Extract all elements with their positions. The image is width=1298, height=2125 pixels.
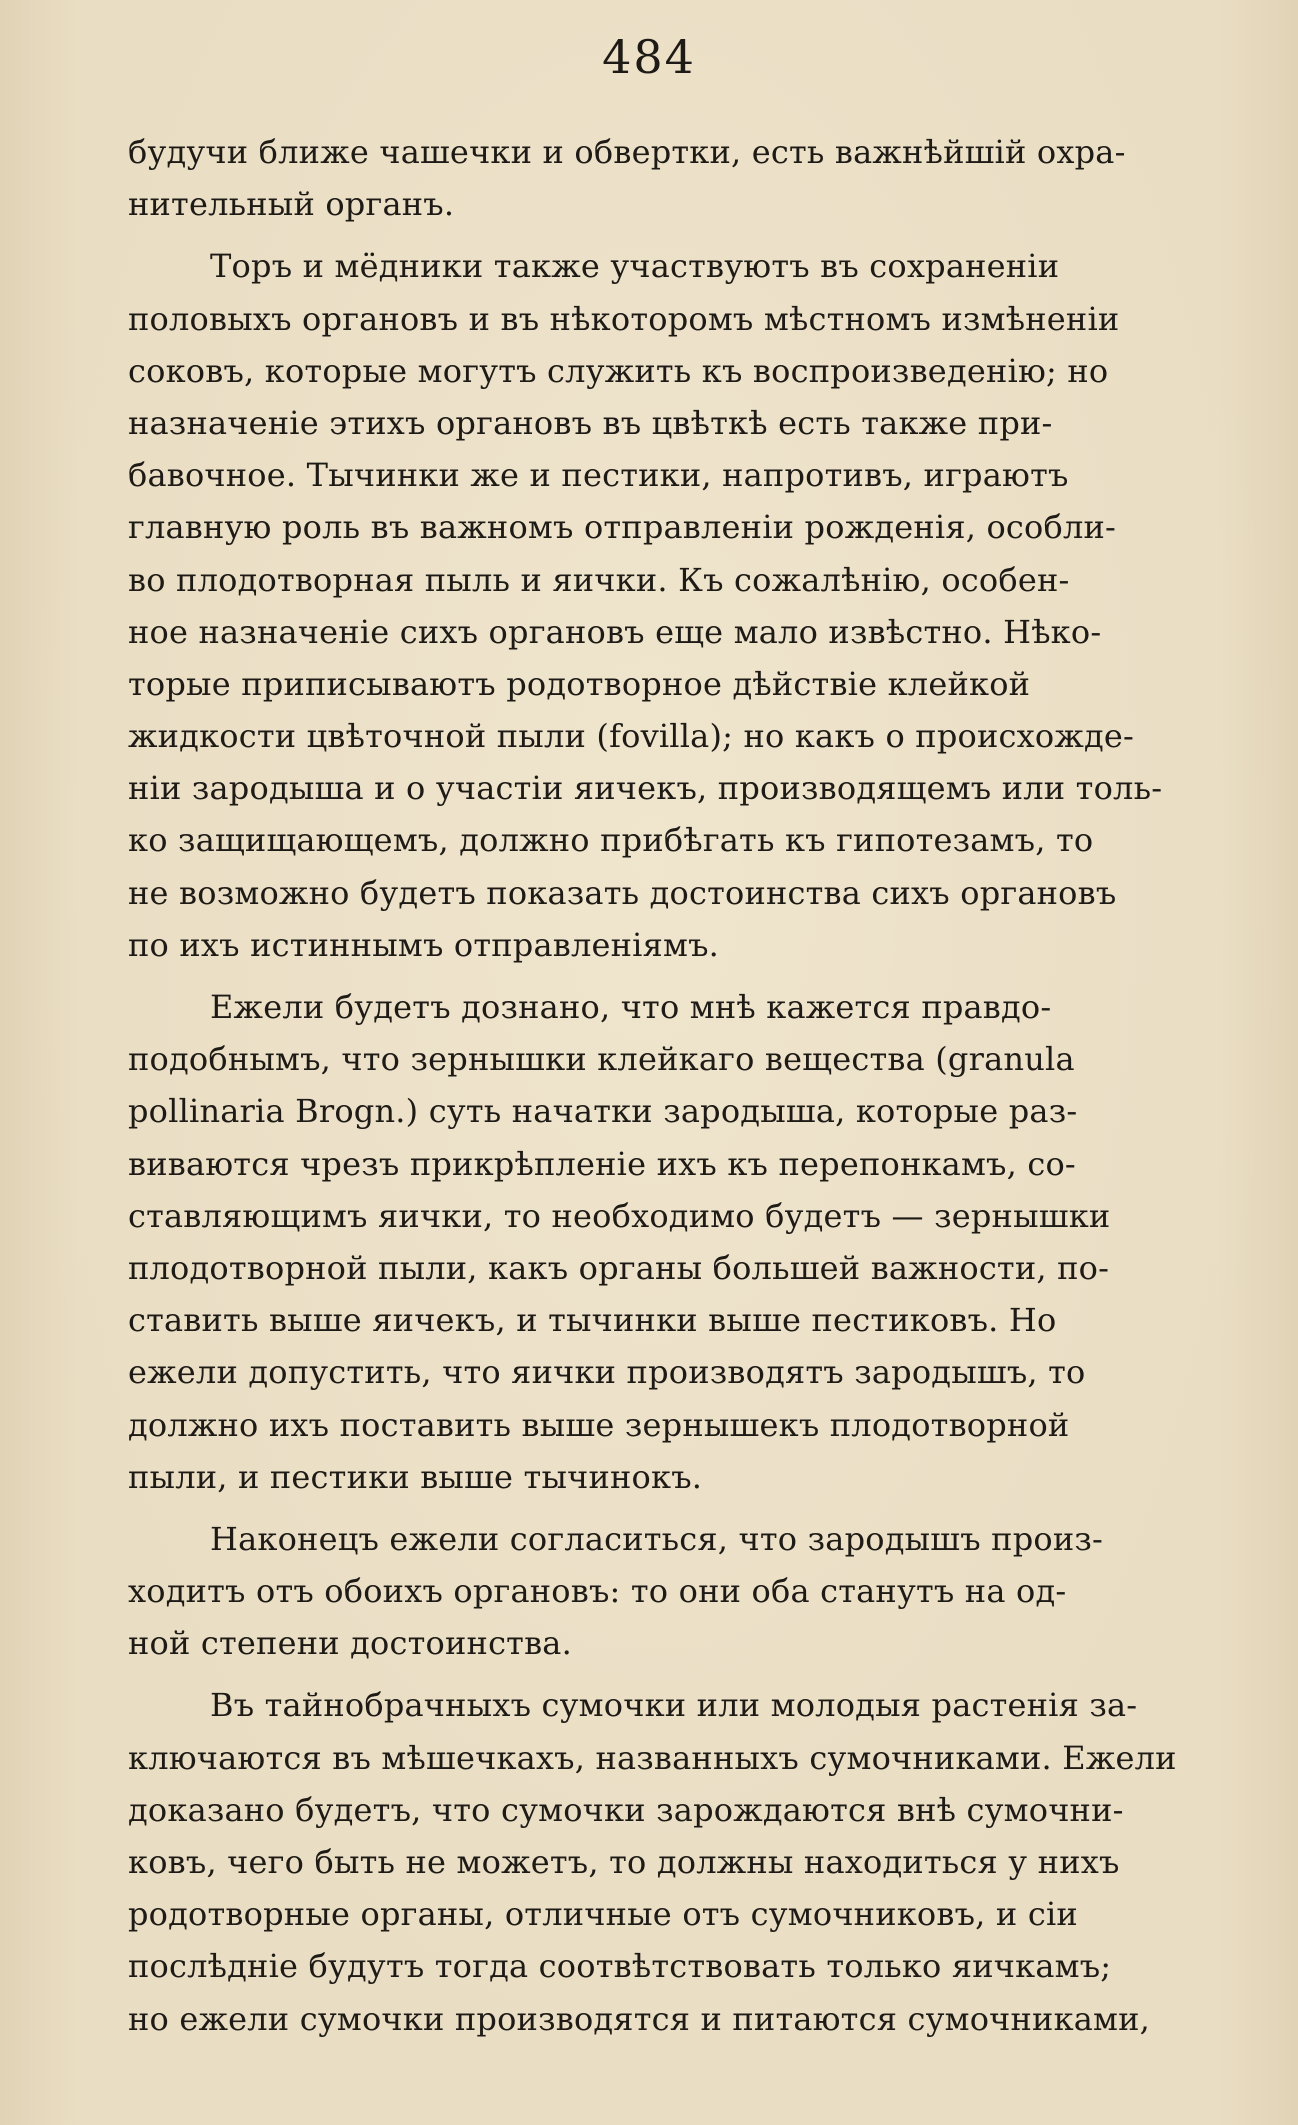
text-line: ставить выше яичекъ, и тычинки выше пестиковъ. Но: [128, 1301, 1057, 1340]
text-line: ходитъ отъ обоихъ органовъ: то они оба станутъ на од-: [128, 1572, 1067, 1611]
text-line: подобнымъ, что зернышки клейкаго вещества (granula: [128, 1040, 1075, 1079]
text-line: Торъ и мёдники также участвуютъ въ сохраненіи: [210, 247, 1060, 286]
body-text: [128, 126, 1270, 2045]
text-line: торые приписываютъ родотворное дѣйствіе клейкой: [128, 664, 1031, 703]
text-line: ніи зародыша и о участіи яичекъ, производящемъ или толь-: [128, 769, 1163, 808]
text-line: во плодотворная пыль и яички. Къ сожалѣнію, особен-: [128, 560, 1070, 599]
page-number: 484: [602, 30, 696, 84]
paragraph-gap: [128, 230, 1270, 240]
text-line: виваются чрезъ прикрѣпленіе ихъ къ перепонкамъ, со-: [128, 1144, 1076, 1183]
text-line: Наконецъ ежели согласиться, что зародышъ произ-: [210, 1519, 1104, 1558]
text-line: послѣдніе будутъ тогда соотвѣтствовать только яичкамъ;: [128, 1947, 1112, 1986]
paragraph-gap: [128, 1503, 1270, 1513]
text-line: ной степени достоинства.: [128, 1624, 572, 1663]
text-line: родотворные органы, отличные отъ сумочниковъ, и сіи: [128, 1895, 1078, 1934]
text-line: будучи ближе чашечки и обвертки, есть важнѣйшій охра-: [128, 133, 1126, 171]
text-line: ко защищающемъ, должно прибѣгать къ гипотезамъ, то: [128, 821, 1094, 860]
text-line: ставляющимъ яички, то необходимо будетъ — зернышки: [128, 1196, 1111, 1235]
text-line: плодотворной пыли, какъ органы большей важности, по-: [128, 1248, 1110, 1287]
text-line: Ежели будетъ дознано, что мнѣ кажется правдо-: [210, 988, 1052, 1026]
text-line: жидкости цвѣточной пыли (fovilla); но какъ о происхожде-: [128, 717, 1135, 756]
text-line: должно ихъ поставить выше зернышекъ плодотворной: [128, 1405, 1070, 1444]
text-line: Въ тайнобрачныхъ сумочки или молодыя растенія за-: [210, 1686, 1138, 1725]
text-line: нительный органъ.: [128, 185, 455, 224]
text-line: ежели допустить, что яички производятъ зародышъ, то: [128, 1353, 1086, 1392]
text-line: pollinaria Brogn.) суть начатки зародыша, которые раз-: [128, 1092, 1078, 1131]
text-line: ное назначеніе сихъ органовъ еще мало извѣстно. Нѣко-: [128, 612, 1102, 651]
text-line: доказано будетъ, что сумочки зарождаются внѣ сумочни-: [128, 1790, 1124, 1829]
paragraph-gap: [128, 1669, 1270, 1679]
text-line: по ихъ истиннымъ отправленіямъ.: [128, 925, 720, 964]
text-line: ключаются въ мѣшечкахъ, названныхъ сумочниками. Ежели: [128, 1738, 1177, 1777]
text-line: пыли, и пестики выше тычинокъ.: [128, 1457, 703, 1496]
paragraph-gap: [128, 971, 1270, 981]
text-line: соковъ, которые могутъ служить къ воспроизведенію; но: [128, 351, 1109, 390]
text-line: не возможно будетъ показать достоинства сихъ органовъ: [128, 873, 1117, 912]
text-line: главную роль въ важномъ отправленіи рожденія, особли-: [128, 508, 1117, 547]
text-line: назначеніе этихъ органовъ въ цвѣткѣ есть также при-: [128, 403, 1053, 442]
text-line: ковъ, чего быть не можетъ, то должны находиться у нихъ: [128, 1843, 1120, 1881]
text-line: но ежели сумочки производятся и питаются сумочниками,: [128, 1999, 1151, 2038]
text-line: бавочное. Тычинки же и пестики, напротивъ, играютъ: [128, 456, 1069, 495]
text-line: половыхъ органовъ и въ нѣкоторомъ мѣстномъ измѣненіи: [128, 299, 1120, 338]
